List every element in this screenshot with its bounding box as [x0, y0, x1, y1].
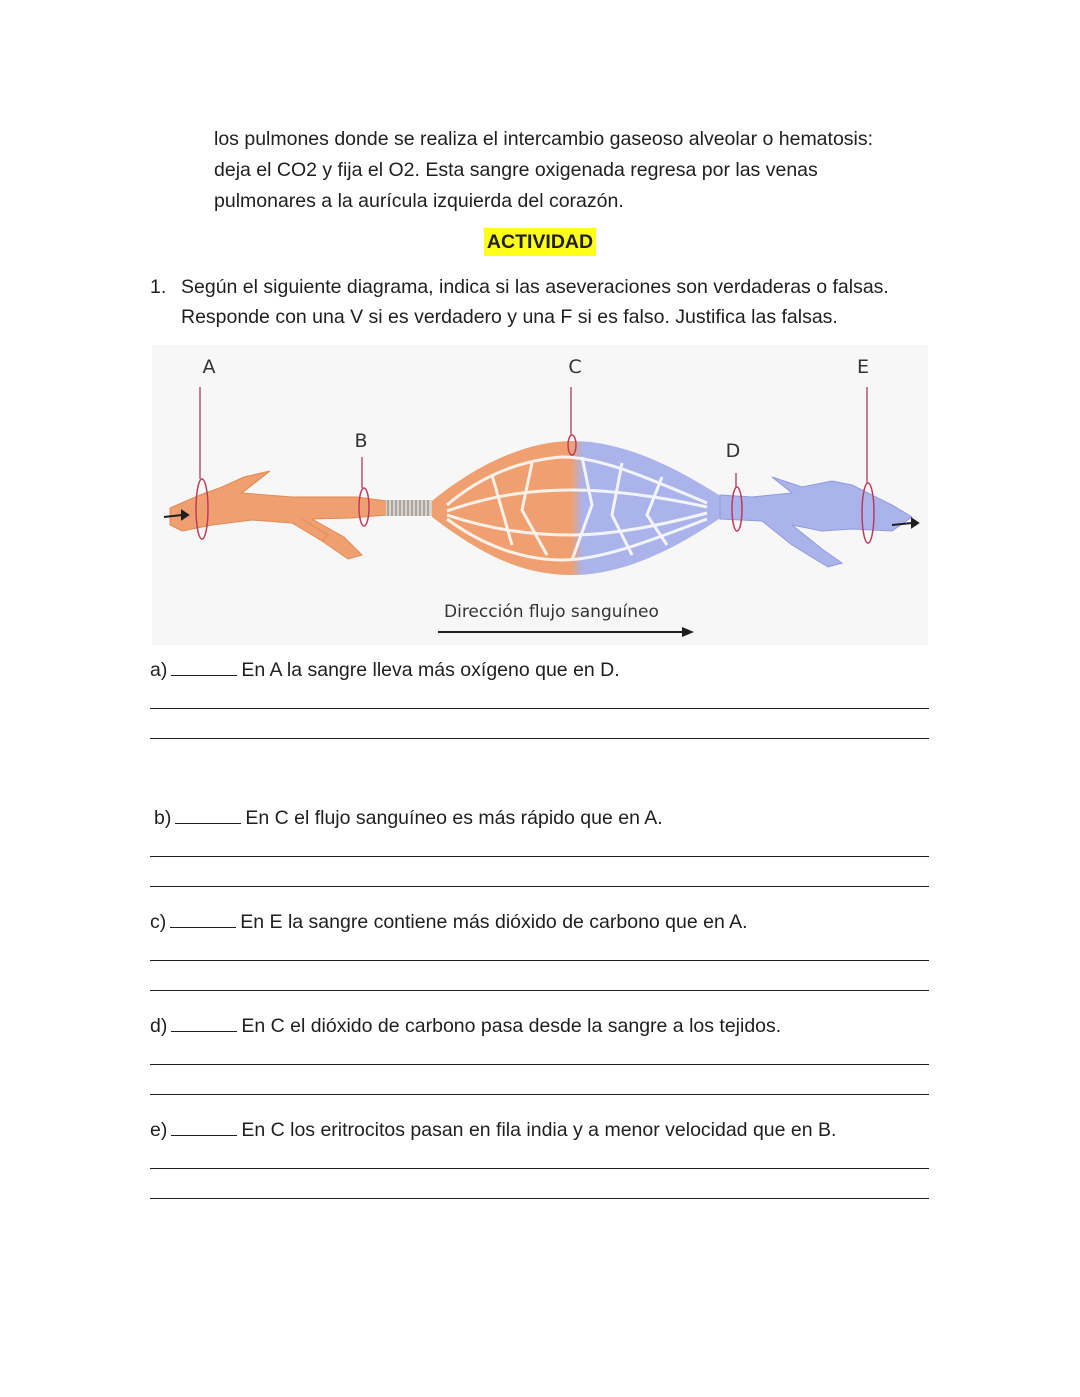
label-c: C	[568, 356, 582, 378]
justification-line[interactable]	[150, 1198, 929, 1199]
statement-text: En C el dióxido de carbono pasa desde la sangre a los tejidos.	[241, 1015, 782, 1037]
section-heading-wrap	[0, 228, 1080, 256]
question-line: Responde con una V si es verdadero y una F si es falso. Justifica las falsas.	[181, 306, 838, 328]
statement-letter: a)	[150, 659, 168, 681]
label-d: D	[725, 440, 741, 462]
section-heading: ACTIVIDAD	[484, 228, 596, 256]
flow-caption: Dirección flujo sanguíneo	[444, 602, 659, 622]
statement-letter: b)	[154, 807, 172, 829]
label-a: A	[202, 356, 216, 378]
answer-blank[interactable]	[175, 807, 241, 824]
statement-e	[150, 1117, 930, 1143]
statement-text: En C el flujo sanguíneo es más rápido que en A.	[245, 807, 663, 829]
justification-line[interactable]	[150, 990, 929, 991]
label-b: B	[354, 430, 368, 452]
statement-letter: c)	[150, 911, 167, 933]
justification-line[interactable]	[150, 738, 929, 739]
label-e: E	[856, 356, 870, 378]
answer-blank[interactable]	[170, 911, 236, 928]
justification-line[interactable]	[150, 708, 929, 709]
intro-paragraph	[214, 124, 934, 217]
statement-c	[150, 909, 930, 935]
statement-row	[150, 909, 930, 935]
statement-letter: d)	[150, 1015, 168, 1037]
justification-line[interactable]	[150, 856, 929, 857]
blood-vessel-diagram	[152, 345, 928, 645]
statement-text: En E la sangre contiene más dióxido de carbono que en A.	[240, 911, 748, 933]
vessel-illustration	[152, 345, 928, 645]
statement-d	[150, 1013, 930, 1039]
statement-a	[150, 657, 930, 683]
statement-text: En C los eritrocitos pasan en fila india y a menor velocidad que en B.	[241, 1119, 837, 1141]
intro-line: pulmonares a la aurícula izquierda del corazón.	[214, 190, 624, 212]
question-line: Según el siguiente diagrama, indica si las aseveraciones son verdaderas o falsas.	[181, 276, 889, 298]
statement-row	[150, 1117, 930, 1143]
statement-letter: e)	[150, 1119, 168, 1141]
justification-line[interactable]	[150, 1094, 929, 1095]
answer-blank[interactable]	[171, 1015, 237, 1032]
justification-line[interactable]	[150, 886, 929, 887]
question-number: 1.	[150, 276, 167, 298]
justification-line[interactable]	[150, 1168, 929, 1169]
answer-blank[interactable]	[171, 659, 237, 676]
statement-row	[150, 1013, 930, 1039]
statement-b	[154, 805, 934, 831]
justification-line[interactable]	[150, 960, 929, 961]
answer-blank[interactable]	[171, 1119, 237, 1136]
statement-text: En A la sangre lleva más oxígeno que en D.	[241, 659, 620, 681]
question-text	[181, 272, 941, 332]
justification-line[interactable]	[150, 1064, 929, 1065]
statement-row	[154, 805, 934, 831]
precapillary-sphincter	[386, 500, 432, 516]
intro-line: los pulmones donde se realiza el intercambio gaseoso alveolar o hematosis:	[214, 128, 874, 150]
intro-line: deja el CO2 y fija el O2. Esta sangre oxigenada regresa por las venas	[214, 159, 818, 181]
statement-row	[150, 657, 930, 683]
